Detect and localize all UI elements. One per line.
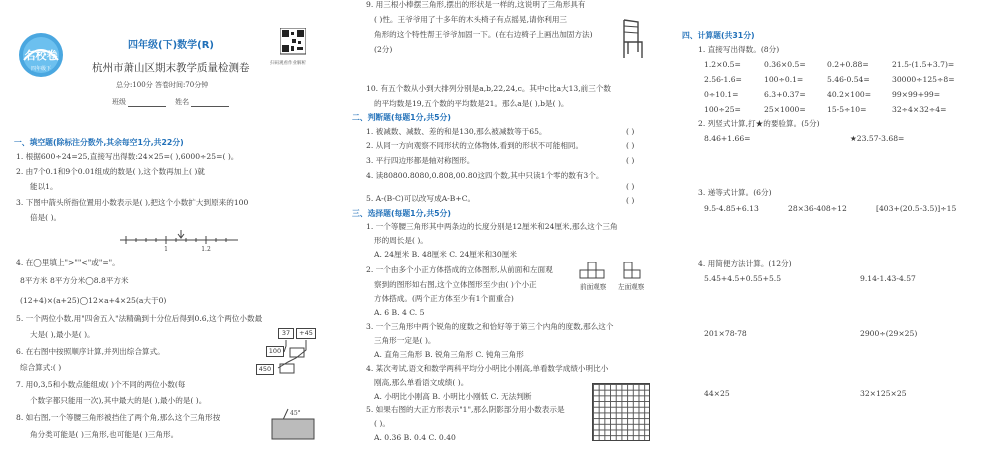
oral-2-4: 30000÷125÷8= [892,75,955,84]
question-1-4a: 4. 在◯里填上">""<"或"="。 [16,258,120,267]
judge-1-answer[interactable]: ( ) [626,127,635,136]
judge-5: 5. A-(B-C)可以改写成A-B+C。 [366,194,476,203]
flow-box-450: 450 [256,364,274,375]
oral-3-4: 99×99+99= [892,90,941,99]
name-input-line[interactable] [191,99,229,107]
oral-4-1: 100÷25= [704,105,741,114]
judge-3: 3. 平行四边形都是轴对称图形。 [366,156,475,165]
section-calculation: 四、计算题(共31分) [682,31,755,40]
choice-2a: 2. 一个由多个小正方体搭成的立体图形,从前面和左面观 [366,265,553,274]
stepwise-3: [403+(20.5-3.5)]÷15 [876,204,957,213]
question-1-5a: 5. 一个两位小数,用"四舍五入"法精确到十分位后得到0.6,这个两位小数最 [16,314,263,323]
question-1-2a: 2. 由7个0.1和9个0.01组成的数是( ),这个数再加上( )就 [16,167,205,176]
choice-1-options: A. 24厘米 B. 48厘米 C. 24厘米和30厘米 [374,250,517,259]
judge-1: 1. 被减数、减数、差的和是130,那么被减数等于65。 [366,127,547,136]
oral-2-2: 100÷0.1= [764,75,804,84]
oral-1-2: 0.36×0.5= [764,60,806,69]
qr-code-icon [280,28,306,58]
question-1-6a: 6. 在右图中按照顺序计算,并列出综合算式。 [16,347,165,356]
hidden-triangle-figure [270,405,318,441]
oral-3-2: 6.3+0.37= [764,90,806,99]
question-1-8b: 角分类可能是( )三角形,也可能是( )三角形。 [30,430,179,439]
qr-caption: 扫码观看作业解析 [270,61,306,66]
logo-text: 名校卷 [24,49,58,62]
number-line-figure [120,228,240,252]
school-name: 杭州市萧山区期末教学质量检测卷 [92,62,250,74]
simple-3: 201×78-78 [704,329,747,338]
section-true-false: 二、判断题(每题1分,共5分) [352,113,451,122]
chair-icon [618,18,646,60]
choice-5b: ( )。 [374,419,390,428]
calc-part-4: 4. 用简便方法计算。(12分) [698,259,792,268]
calc-part-2: 2. 列竖式计算,打★的要验算。(5分) [698,119,820,128]
oral-4-4: 32÷4×32÷4= [892,105,947,114]
section-multiple-choice: 三、选择题(每题1分,共5分) [352,209,451,218]
question-1-9c: 角形的这个特性帮王爷爷加固一下。(在右边椅子上画出加固方法) [374,30,593,39]
choice-3b: 三角形一定是( )。 [374,336,436,345]
class-label: 班级 [112,98,126,106]
choice-5a: 5. 如果右图的大正方形表示"1",那么阴影部分用小数表示是 [366,405,565,414]
class-name-row [112,97,229,107]
oral-2-1: 2.56-1.6= [704,75,742,84]
class-input-line[interactable] [128,99,166,107]
oral-1-3: 0.2+0.88= [827,60,869,69]
score-time: 总分:100分 答卷时间:70分钟 [116,81,209,89]
choice-4b: 刚高,那么单看语文成绩( )。 [374,378,469,387]
choice-3a: 3. 一个三角形中两个锐角的度数之和恰好等于第三个内角的度数,那么这个 [366,322,614,331]
choice-1a: 1. 一个等腰三角形其中两条边的长度分别是12厘米和24厘米,那么这个三角 [366,222,618,231]
hundred-grid-figure [592,383,650,441]
choice-2-options: A. 6 B. 4 C. 5 [374,308,425,317]
exam-title: 四年级(下)数学(R) [128,40,214,51]
ruler-label-1: 1 [164,246,168,252]
question-1-10a: 10. 有五个数从小到大排列分别是a,b,22,24,c。其中c比a大13,前三个数 [366,84,612,93]
flow-box-plus45: +45 [296,328,316,339]
oral-3-1: 0÷10.1= [704,90,739,99]
vertical-2: ★23.57-3.68= [850,134,905,143]
oral-1-1: 1.2×0.5= [704,60,741,69]
choice-4a: 4. 某次考试,语文和数学两科平均分小明比小刚高,单看数学成绩小明比小 [366,364,609,373]
ruler-label-1-2: 1.2 [201,246,211,252]
question-1-9b: ( )性。王爷爷用了十多年的木头椅子有点摇晃,请你利用三 [374,15,567,24]
simple-6: 32×125×25 [860,389,907,398]
oral-4-3: 15-5÷10= [827,105,867,114]
oral-2-3: 5.46-0.54= [827,75,870,84]
choice-2b: 察到的图形如右图,这个立体图形至少由( )个小正 [374,280,537,289]
question-1-7a: 7. 用0,3,5和小数点能组成( )个不同的两位小数(每 [16,380,186,389]
choice-1b: 形的周长是( )。 [374,236,428,245]
choice-4-options: A. 小明比小刚高 B. 小明比小刚低 C. 无法判断 [374,392,532,401]
logo-badge-icon [16,30,66,80]
choice-5-options: A. 0.36 B. 0.4 C. 0.40 [374,433,456,442]
oral-4-2: 25×1000= [764,105,806,114]
judge-4-answer[interactable]: ( ) [626,182,635,191]
flow-box-100: 100 [266,346,284,357]
column-left [0,0,338,469]
simple-5: 44×25 [704,389,730,398]
judge-2-answer[interactable]: ( ) [626,141,635,150]
question-1-5b: 大是( ),最小是( )。 [30,330,95,339]
flow-lines [276,338,316,378]
simple-4: 2900÷(29×25) [860,329,918,338]
question-1-7b: 个数字都只能用一次),其中最大的是( ),最小的是( )。 [30,396,207,405]
calc-part-3: 3. 递等式计算。(6分) [698,188,772,197]
vertical-1: 8.46+1.66= [704,134,751,143]
angle-label: 45° [290,410,301,417]
stepwise-1: 9.5-4.85+6.13 [704,204,759,213]
logo-subtext: 四年级下 [30,66,52,72]
question-1-9d: (2分) [374,45,393,54]
question-1-8a: 8. 如右图,一个等腰三角形被挡住了两个角,那么这个三角形按 [16,413,221,422]
stepwise-2: 28×36-408÷12 [788,204,847,213]
question-1-4b: 8平方米 8平方分米◯8.8平方米 [20,276,129,285]
question-1-6b: 综合算式:( ) [20,363,62,372]
left-view-label: 左面观察 [618,283,645,291]
simple-2: 9.14-1.43-4.57 [860,274,916,283]
simple-1: 5.45+4.5+0.55+5.5 [704,274,782,283]
flow-box-37: 37 [278,328,294,339]
section-fill-blank: 一、填空题(除标注分数外,其余每空1分,共22分) [14,138,184,147]
choice-2c: 方体搭成。(两个正方体至少有1个面重合) [374,294,514,303]
oral-3-3: 40.2×100= [827,90,872,99]
question-1-4c: (12+4)×(a+25)◯12×a+4×25(a大于0) [20,296,167,305]
judge-4: 4. 读80800.8080,0.808,00.80这四个数,其中只读1个零的数有3个。 [366,171,604,180]
question-1-9a: 9. 用三根小棒摆三角形,摆出的形状是一样的,这说明了三角形具有 [366,0,586,9]
oral-1-4: 21.5-(1.5+3.7)= [892,60,955,69]
choice-3-options: A. 直角三角形 B. 锐角三角形 C. 钝角三角形 [374,350,524,359]
calc-part-1: 1. 直接写出得数。(8分) [698,45,780,54]
question-1-2b: 能以1。 [30,182,58,191]
front-view-label: 前面观察 [580,283,607,291]
name-label: 姓名 [175,98,190,106]
judge-2: 2. 从同一方向观察不同形状的立体物体,看到的形状不可能相同。 [366,141,584,150]
question-1-3a: 3. 下图中箭头所指位置用小数表示是( ),把这个小数扩大到原来的100 [16,198,249,207]
question-1-3b: 倍是( )。 [30,213,62,222]
judge-3-answer[interactable]: ( ) [626,156,635,165]
judge-5-answer[interactable]: ( ) [626,196,635,205]
question-1-1: 1. 根据600÷24=25,直接写出得数:24×25=( ),6000÷25=( )。 [16,152,239,161]
question-1-10b: 的平均数是19,五个数的平均数是21。那么a是( ),b是( )。 [374,99,569,108]
column-right [672,0,1000,469]
